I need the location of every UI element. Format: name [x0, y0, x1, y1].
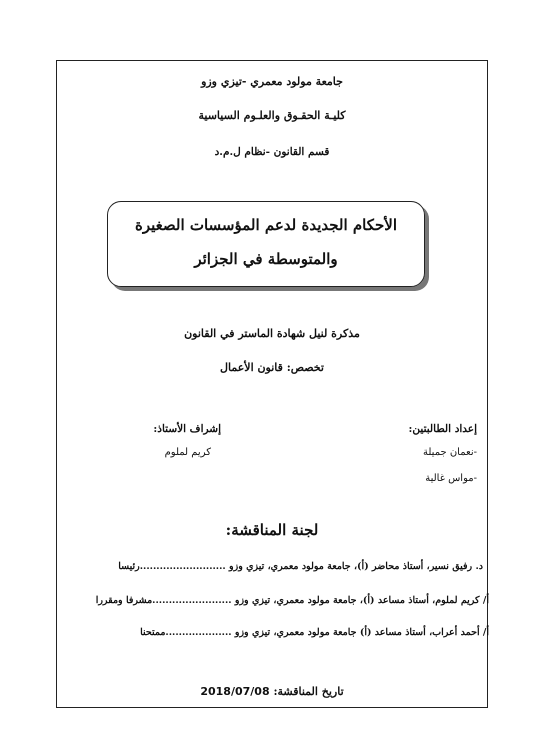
thesis-title-box [107, 201, 425, 287]
university-name: جامعة مولود معمري -تيزي وزو [201, 75, 343, 88]
thesis-title-line2: والمتوسطة في الجزائر [194, 250, 338, 268]
student-name: -مواس غالية [425, 473, 477, 484]
faculty-name: كليـة الحقـوق والعلـوم السياسية [198, 109, 346, 122]
defense-date-label: تاريخ المناقشة: [273, 685, 344, 698]
thesis-title-line1: الأحكام الجديدة لدعم المؤسسات الصغيرة [134, 216, 398, 234]
supervisor-heading: إشراف الأستاذ: [153, 423, 221, 435]
committee-member-supervisor: أ/ كريم لملوم، أستاذ مساعد (أ)، جامعة مولود معمري، تيزي وزو ........................مشرفا ومقررا [95, 595, 489, 606]
preparers-heading: إعداد الطالبتين: [408, 423, 477, 435]
supervisor-name: كريم لملوم [164, 447, 211, 458]
specialty: تخصص: قانون الأعمال [220, 361, 324, 374]
committee-member-examiner: أ/ أحمد أعراب، أستاذ مساعد (أ) جامعة مولود معمري، تيزي وزو ....................ممتحنا [140, 627, 489, 638]
student-name: -نعمان جميلة [423, 447, 477, 458]
department-name: قسم القانون -نظام ل.م.د [214, 146, 330, 158]
defense-date-line [57, 685, 487, 698]
degree-statement: مذكرة لنيل شهادة الماستر في القانون [184, 327, 360, 340]
defense-date-value: 2018/07/08 [200, 685, 270, 698]
page-border [56, 60, 488, 708]
committee-member-chair: د. رفيق نسير، أستاذ محاضر (أ)، جامعة مولود معمري، تيزي وزو ..........................رئيسا [118, 561, 483, 572]
committee-heading: لجنة المناقشة: [225, 521, 319, 539]
